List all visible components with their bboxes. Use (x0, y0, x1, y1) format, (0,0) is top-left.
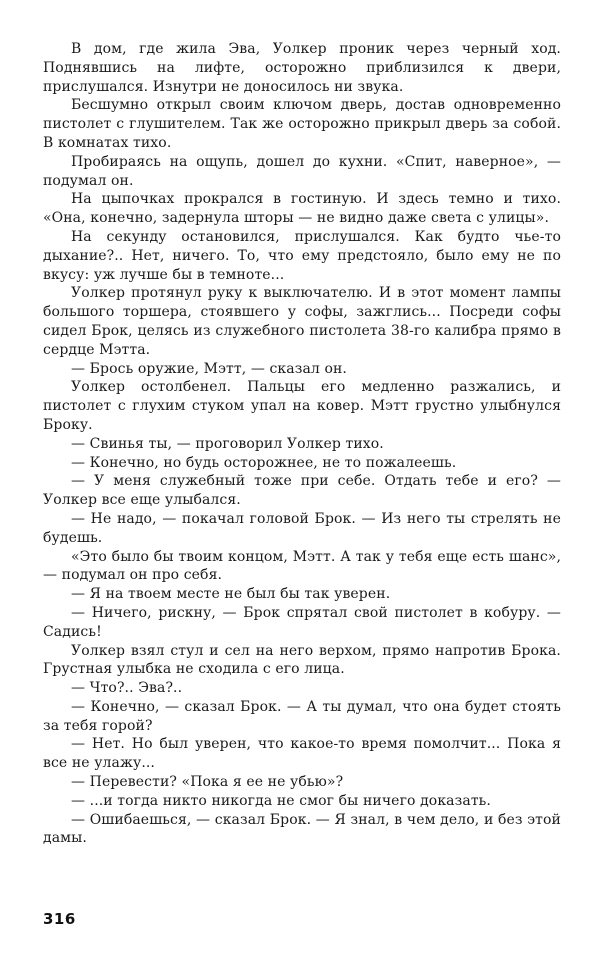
paragraph: В дом, где жила Эва, Уолкер проник через черный ход. Поднявшись на лифте, осторожно приблизился к двери, прислушался. Изнутри не доносилось ни звука. (43, 41, 561, 95)
dialogue-line: — Нет. Но был уверен, что какое-то время помолчит... Пока я все не улажу... (43, 736, 561, 772)
dialogue-line: — Ничего, рискну, — Брок спрятал свой пистолет в кобуру. — Садись! (43, 604, 561, 640)
dialogue-line: — Брось оружие, Мэтт, — сказал он. (71, 360, 347, 377)
dialogue-line: — Что?.. Эва?.. (71, 680, 183, 697)
paragraph: Уолкер остолбенел. Пальцы его медленно разжались, и пистолет с глухим стуком упал на ковер. Мэтт грустно улыбнулся Броку. (43, 379, 561, 433)
dialogue-line: — У меня служебный тоже при себе. Отдать тебе и его? — Уолкер все еще улыбался. (43, 473, 561, 509)
dialogue-line: — Перевести? «Пока я ее не убью»? (71, 774, 344, 791)
body-text (43, 40, 561, 848)
dialogue-line: — Свинья ты, — проговорил Уолкер тихо. (71, 435, 384, 452)
paragraph: Пробираясь на ощупь, дошел до кухни. «Спит, наверное», — подумал он. (43, 153, 561, 189)
dialogue-line: — Конечно, — сказал Брок. — А ты думал, что она будет стоять за тебя горой? (43, 698, 561, 734)
dialogue-line: — Я на твоем месте не был бы так уверен. (71, 586, 391, 603)
paragraph: Уолкер взял стул и сел на него верхом, прямо напротив Брока. Грустная улыбка не сходила с его лица. (43, 642, 561, 678)
dialogue-line: — Не надо, — покачал головой Брок. — Из него ты стрелять не будешь. (43, 510, 561, 546)
dialogue-line: — ...и тогда никто никогда не смог бы ничего доказать. (71, 792, 491, 809)
dialogue-line: — Конечно, но будь осторожнее, не то пожалеешь. (71, 454, 457, 471)
paragraph: Уолкер протянул руку к выключателю. И в этот момент лампы большого торшера, стоявшего у софы, зажглись... Посреди софы сидел Брок, целясь из служебного пистолета 38-го калибра прямо в сердце Мэтта. (43, 285, 561, 358)
dialogue-line: — Ошибаешься, — сказал Брок. — Я знал, в чем дело, и без этой дамы. (43, 811, 561, 847)
page-number: 316 (43, 910, 76, 928)
paragraph: На секунду остановился, прислушался. Как будто чье-то дыхание?.. Нет, ничего. То, что ему предстояло, было ему не по вкусу: уж лучше бы в темноте... (43, 228, 561, 283)
paragraph: На цыпочках прокрался в гостиную. И здесь темно и тихо. «Она, конечно, задернула шторы — не видно даже света с улицы». (43, 191, 561, 227)
paragraph: «Это было бы твоим концом, Мэтт. А так у тебя еще есть шанс», — подумал он про себя. (43, 548, 561, 584)
paragraph: Бесшумно открыл своим ключом дверь, достав одновременно пистолет с глушителем. Так же осторожно прикрыл дверь за собой. В комнатах тихо. (43, 97, 561, 151)
